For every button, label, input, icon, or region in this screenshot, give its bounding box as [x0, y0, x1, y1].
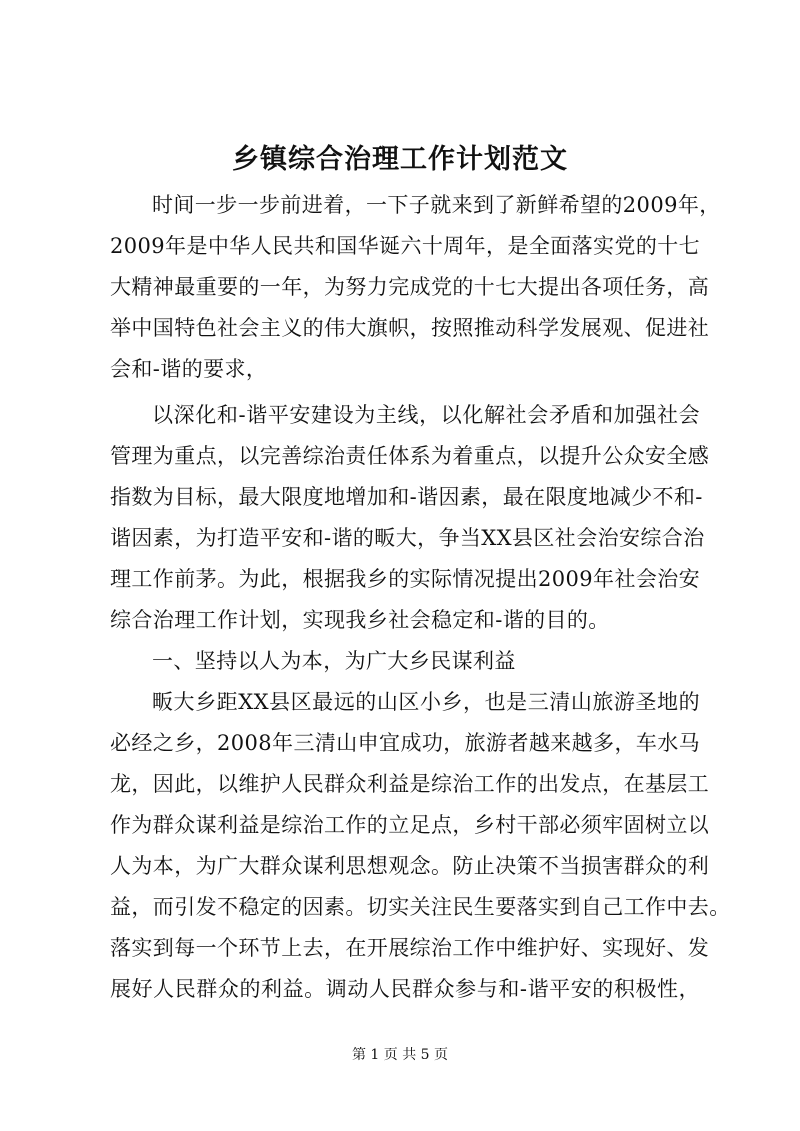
- text-line: 以深化和-谐平安建设为主线，以化解社会矛盾和加强社会: [152, 403, 700, 427]
- text-line: 人为本，为广大群众谋利思想观念。防止决策不当损害群众的利: [110, 854, 710, 878]
- text-line: 举中国特色社会主义的伟大旗帜，按照推动科学发展观、促进社: [110, 316, 710, 340]
- text-line: 大精神最重要的一年，为努力完成党的十七大提出各项任务，高: [110, 275, 710, 299]
- paragraph: [110, 185, 721, 390]
- paragraph: [110, 395, 710, 641]
- document-body: [110, 185, 731, 1010]
- page-footer: 第 1 页 共 5 页: [351, 1047, 449, 1063]
- paragraph: [110, 682, 731, 1010]
- text-line: 2009年是中华人民共和国华诞六十周年，是全面落实党的十七: [110, 234, 701, 258]
- text-line: 畈大乡距XX县区最远的山区小乡，也是三清山旅游圣地的: [152, 690, 700, 714]
- text-line: 展好人民群众的利益。调动人民群众参与和-谐平安的积极性，: [110, 977, 700, 1001]
- text-line: 一、坚持以人为本，为广大乡民谋利益: [152, 649, 516, 673]
- text-line: 谐因素，为打造平安和-谐的畈大，争当XX县区社会治安综合治: [110, 526, 705, 550]
- document-title: 乡镇综合治理工作计划范文: [232, 144, 568, 175]
- text-line: 管理为重点，以完善综治责任体系为着重点，以提升公众安全感: [110, 444, 710, 468]
- text-line: 指数为目标，最大限度地增加和-谐因素，最在限度地减少不和-: [110, 485, 703, 509]
- text-line: 综合治理工作计划，实现我乡社会稳定和-谐的目的。: [110, 608, 610, 632]
- text-line: 落实到每一个环节上去，在开展综治工作中维护好、实现好、发: [110, 936, 710, 960]
- text-line: 必经之乡，2008年三清山申宜成功，旅游者越来越多，车水马: [110, 731, 701, 755]
- text-line: 益，而引发不稳定的因素。切实关注民生要落实到自己工作中去。: [110, 895, 731, 919]
- section-heading: [110, 641, 700, 682]
- text-line: 时间一步一步前进着，一下子就来到了新鲜希望的2009年，: [152, 193, 721, 217]
- text-line: 会和-谐的要求，: [110, 357, 268, 381]
- text-line: 作为群众谋利益是综治工作的立足点，乡村干部必须牢固树立以: [110, 813, 710, 837]
- text-line: 龙，因此，以维护人民群众利益是综治工作的出发点，在基层工: [110, 772, 710, 796]
- text-line: 理工作前茅。为此，根据我乡的实际情况提出2009年社会治安: [110, 567, 701, 591]
